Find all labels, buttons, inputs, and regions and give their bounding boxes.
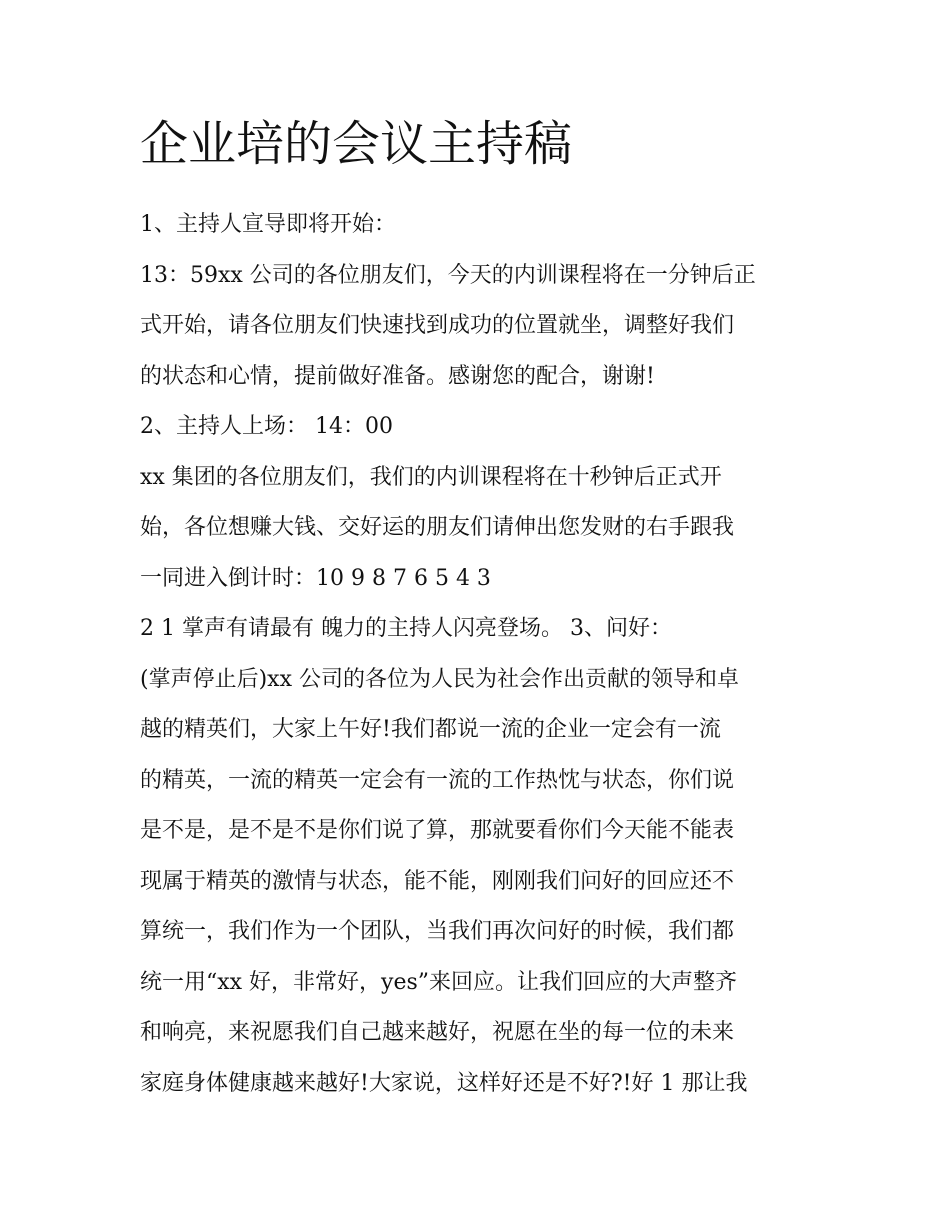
body-line-13: 是不是，是不是不是你们说了算，那就要看你们今天能不能表 (140, 818, 735, 843)
body-line-3: 式开始，请各位朋友们快速找到成功的位置就坐，调整好我们 (140, 313, 735, 338)
body-line-7: 始，各位想赚大钱、交好运的朋友们请伸出您发财的右手跟我 (140, 515, 735, 540)
document-title: 企业培的会议主持稿 (140, 116, 573, 172)
document-body (140, 200, 830, 1109)
body-line-11: 越的精英们，大家上午好!我们都说一流的企业一定会有一流 (140, 717, 721, 742)
body-line-10: (掌声停止后)xx 公司的各位为人民为社会作出贡献的领导和卓 (140, 666, 739, 692)
body-line-5: 2、主持人上场： 14：00 (140, 414, 393, 439)
body-line-9: 2 1 掌声有请最有 魄力的主持人闪亮登场。 3、问好： (140, 616, 672, 641)
body-line-18: 家庭身体健康越来越好!大家说，这样好还是不好?!好 1 那让我 (140, 1070, 748, 1096)
body-line-4: 的状态和心情，提前做好准备。感谢您的配合，谢谢! (140, 363, 655, 389)
body-line-12: 的精英，一流的精英一定会有一流的工作热忱与状态，你们说 (140, 767, 735, 793)
body-line-2: 13：59xx 公司的各位朋友们，今天的内训课程将在一分钟后正 (140, 262, 756, 288)
body-line-16: 统一用“xx 好，非常好，yes”来回应。让我们回应的大声整齐 (140, 969, 738, 995)
body-line-17: 和响亮，来祝愿我们自己越来越好，祝愿在坐的每一位的未来 (140, 1020, 735, 1045)
body-line-15: 算统一，我们作为一个团队，当我们再次问好的时候，我们都 (140, 919, 735, 944)
body-line-6: xx 集团的各位朋友们，我们的内训课程将在十秒钟后正式开 (140, 464, 722, 490)
body-line-1: 1、主持人宣导即将开始： (140, 212, 396, 237)
body-line-14: 现属于精英的激情与状态，能不能，刚刚我们问好的回应还不 (140, 868, 735, 894)
body-line-8: 一同进入倒计时：10 9 8 7 6 5 4 3 (140, 565, 491, 591)
